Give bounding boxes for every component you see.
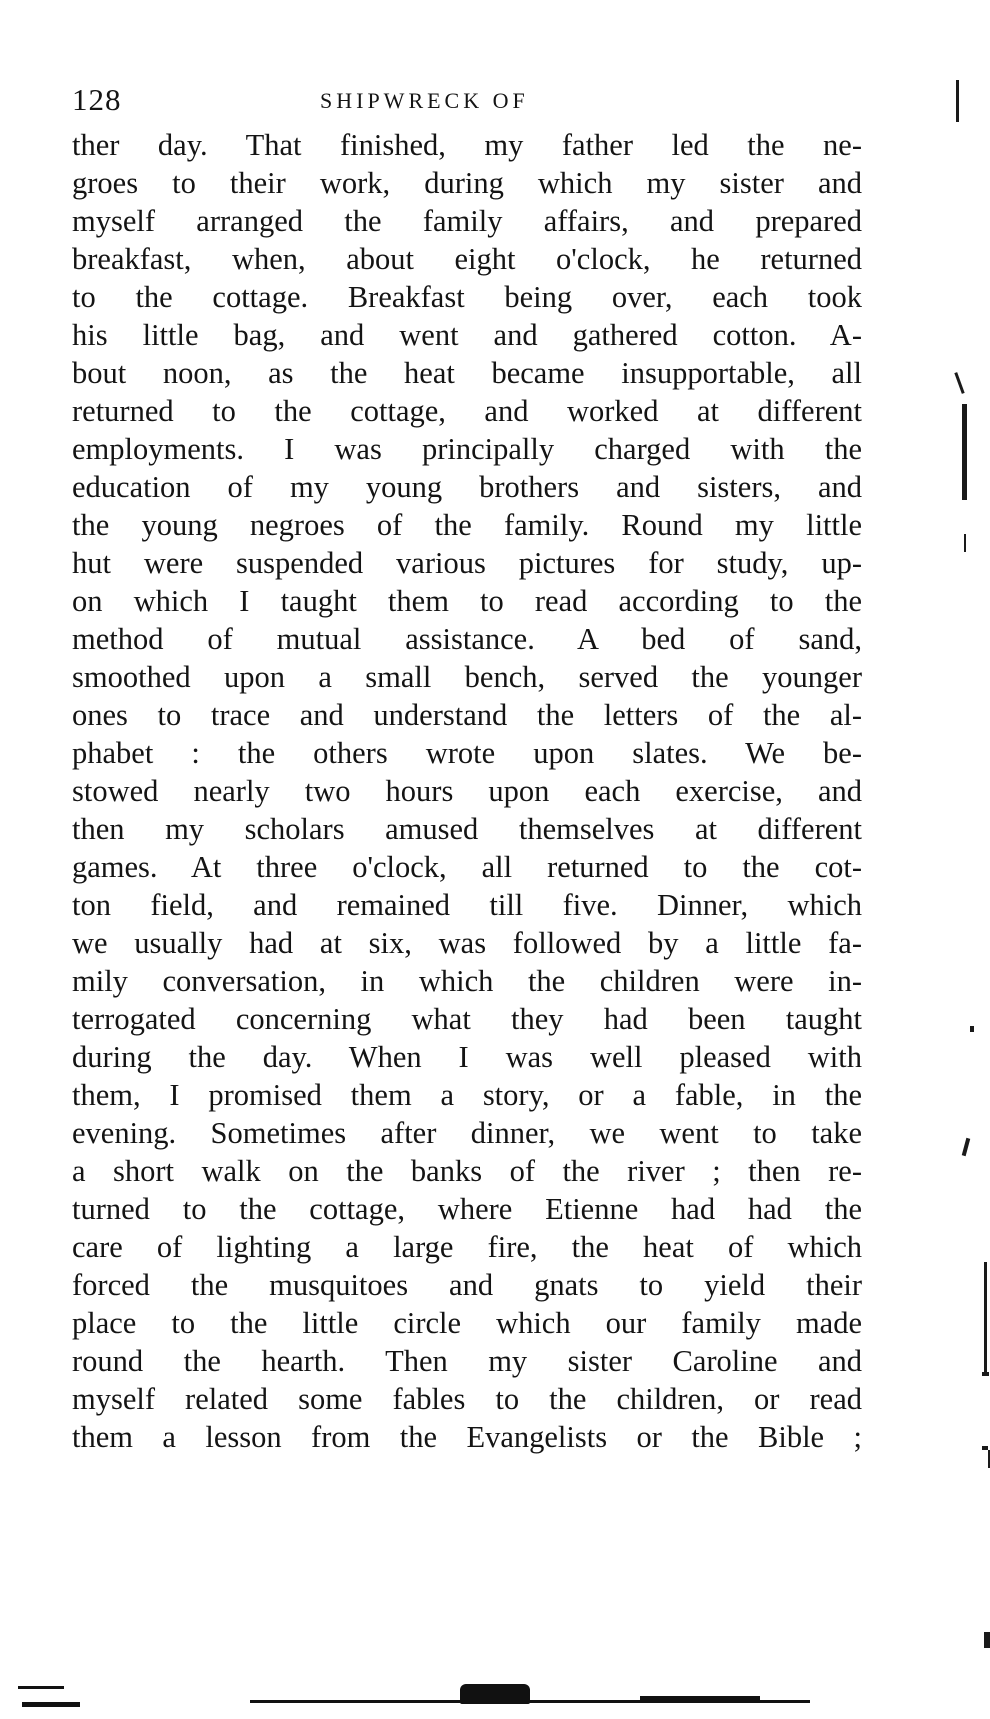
bottom-edge-mark bbox=[250, 1700, 810, 1703]
margin-mark bbox=[964, 534, 966, 552]
text-line: them a lesson from the Evangelists or the Bible ; bbox=[72, 1420, 862, 1454]
text-line: employments. I was principally charged with the bbox=[72, 432, 862, 466]
text-line: stowed nearly two hours upon each exercise, and bbox=[72, 774, 862, 808]
page-header bbox=[72, 82, 862, 118]
margin-mark bbox=[984, 1632, 990, 1648]
text-line: round the hearth. Then my sister Caroline and bbox=[72, 1344, 862, 1378]
text-line: the young negroes of the family. Round my little bbox=[72, 508, 862, 542]
page-number: 128 bbox=[72, 82, 122, 117]
text-line: education of my young brothers and sisters, and bbox=[72, 470, 862, 504]
text-line: them, I promised them a story, or a fable, in the bbox=[72, 1078, 862, 1112]
margin-mark bbox=[956, 80, 959, 122]
text-line: turned to the cottage, where Etienne had had the bbox=[72, 1192, 862, 1226]
text-line: to the cottage. Breakfast being over, each took bbox=[72, 280, 862, 314]
text-line: smoothed upon a small bench, served the younger bbox=[72, 660, 862, 694]
text-line: we usually had at six, was followed by a little fa- bbox=[72, 926, 862, 960]
text-line: myself related some fables to the children, or read bbox=[72, 1382, 862, 1416]
text-line: during the day. When I was well pleased with bbox=[72, 1040, 862, 1074]
text-line: ton field, and remained till five. Dinner, which bbox=[72, 888, 862, 922]
text-line: ther day. That finished, my father led the ne- bbox=[72, 128, 862, 162]
text-line: a short walk on the banks of the river ; then re- bbox=[72, 1154, 862, 1188]
body-text bbox=[72, 126, 862, 1456]
margin-mark bbox=[962, 404, 967, 500]
text-line: games. At three o'clock, all returned to the cot- bbox=[72, 850, 862, 884]
text-line: place to the little circle which our family made bbox=[72, 1306, 862, 1340]
margin-mark bbox=[982, 1372, 989, 1376]
text-line: groes to their work, during which my sister and bbox=[72, 166, 862, 200]
bottom-edge-mark bbox=[640, 1696, 760, 1700]
text-line: method of mutual assistance. A bed of sand, bbox=[72, 622, 862, 656]
text-line: myself arranged the family affairs, and prepared bbox=[72, 204, 862, 238]
text-line: forced the musquitoes and gnats to yield their bbox=[72, 1268, 862, 1302]
bottom-edge-mark bbox=[18, 1686, 64, 1689]
margin-mark bbox=[970, 1026, 974, 1032]
text-line: breakfast, when, about eight o'clock, he returned bbox=[72, 242, 862, 276]
text-line: mily conversation, in which the children were in- bbox=[72, 964, 862, 998]
margin-mark bbox=[984, 1262, 987, 1372]
text-line: returned to the cottage, and worked at different bbox=[72, 394, 862, 428]
text-line: his little bag, and went and gathered cotton. A- bbox=[72, 318, 862, 352]
margin-mark bbox=[962, 1138, 971, 1156]
text-line: terrogated concerning what they had been taught bbox=[72, 1002, 862, 1036]
running-head: SHIPWRECK OF bbox=[320, 88, 529, 113]
margin-mark bbox=[954, 372, 964, 394]
text-line: evening. Sometimes after dinner, we went to take bbox=[72, 1116, 862, 1150]
text-line: on which I taught them to read according to the bbox=[72, 584, 862, 618]
bottom-edge-mark bbox=[22, 1702, 80, 1707]
text-line: ones to trace and understand the letters of the al- bbox=[72, 698, 862, 732]
text-line: phabet : the others wrote upon slates. We be- bbox=[72, 736, 862, 770]
text-line: care of lighting a large fire, the heat of which bbox=[72, 1230, 862, 1264]
bottom-edge-mark bbox=[460, 1684, 530, 1704]
text-line: bout noon, as the heat became insupportable, all bbox=[72, 356, 862, 390]
text-line: then my scholars amused themselves at different bbox=[72, 812, 862, 846]
text-line: hut were suspended various pictures for study, up- bbox=[72, 546, 862, 580]
